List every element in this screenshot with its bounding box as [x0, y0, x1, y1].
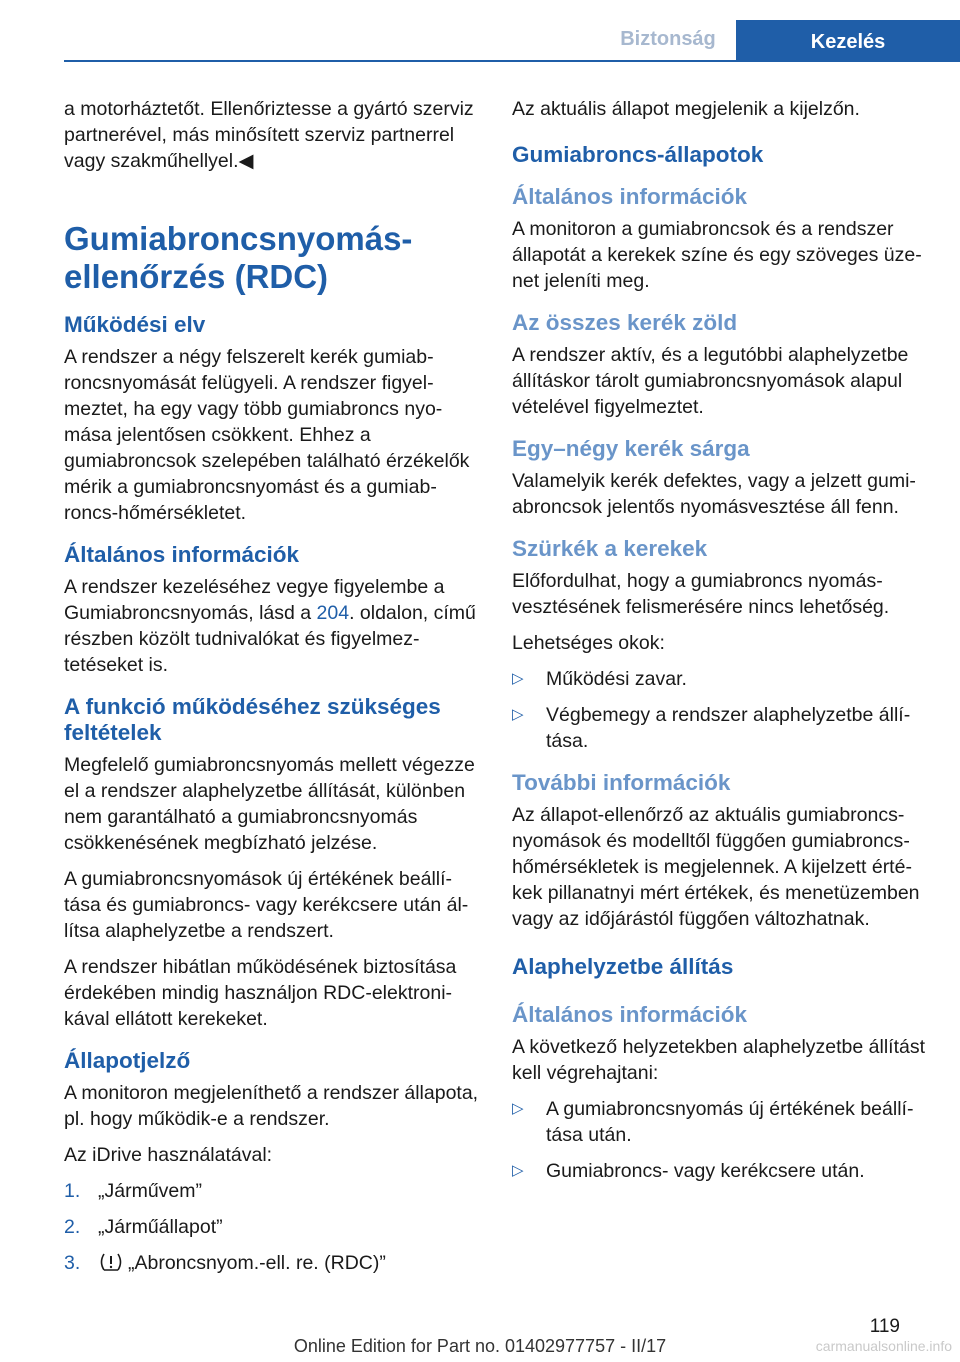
page-number: 119 [869, 1316, 900, 1337]
item-text: A gumiabroncsnyomás új értékének beállítása után. [546, 1098, 914, 1146]
step-number: 3. [64, 1252, 81, 1274]
paragraph: A rendszer a négy felszerelt kerék gumiabroncsnyomását felügyeli. A rendszer figyelmeztet, ha egy vagy több gumiabroncs nyomása jelentősen csökkent. Ehhez a gumiabroncsok szelepében található érzékelők mérik a gumiabroncsnyomást és a gumiabroncs-hőmérsékletet. [64, 346, 470, 524]
paragraph: Valamelyik kerék defektes, vagy a jelzett gumiabroncsok jelentős nyomásvesztése áll fenn. [512, 470, 916, 518]
paragraph: Lehetséges okok: [512, 632, 665, 654]
subheading-sarga: Egy–négy kerék sárga [512, 436, 750, 461]
list-item [512, 702, 927, 754]
step-number: 1. [64, 1180, 81, 1202]
item-text: Gumiabroncs- vagy kerékcsere után. [546, 1160, 865, 1182]
list-item [512, 1158, 927, 1184]
paragraph: A rendszer hibátlan működésének biztosítása érdekében mindig használjon RDC-elektronikával ellátott kerekeket. [64, 956, 457, 1030]
heading-gumiabroncs-allapotok: Gumiabroncs-állapotok [512, 142, 764, 167]
heading-mukodesi-elv: Működési elv [64, 312, 206, 337]
page-header [0, 0, 960, 62]
paragraph: A rendszer aktív, és a legutóbbi alaphelyzetbe állításkor tárolt gumiabroncsnyomások alapul vételével figyelmeztet. [512, 344, 909, 418]
text: A rendszer kezeléséhez vegye figyelembe a Gumiabroncsnyomás, lásd a [64, 576, 445, 624]
paragraph: Az állapot-ellenőrző az aktuális gumiabroncsnyomások és modelltől függően gumiabroncshőmérsékletek is megjelennek. A kijelzett értékek pillanatnyi mért értékek, és menetüzemben vagy az időjárástól függően változhatnak. [512, 804, 920, 930]
triangle-bullet-icon: ▷ [512, 706, 524, 723]
subheading-tovabbi: További információk [512, 770, 731, 795]
tab-biztonsag[interactable]: Biztonság [620, 28, 716, 50]
heading-allapotjelzo: Állapotjelző [64, 1048, 191, 1073]
idrive-steps [64, 1178, 479, 1276]
step-text: „Járművem” [98, 1180, 203, 1202]
reset-list [512, 1096, 927, 1184]
list-item [512, 666, 927, 692]
edition-footer: Online Edition for Part no. 01402977757 - II/17 [293, 1336, 667, 1356]
heading-feltetelek: A funkció működéséhez szükséges feltételek [64, 694, 441, 745]
list-item [64, 1178, 479, 1204]
text: . oldalon, című részben közölt tudnivalókat és figyelmeztetéseket is. [64, 602, 476, 676]
triangle-bullet-icon: ▷ [512, 670, 524, 687]
triangle-bullet-icon: ▷ [512, 1162, 524, 1179]
triangle-bullet-icon: ▷ [512, 1100, 524, 1117]
paragraph: A következő helyzetekben alaphelyzetbe állítást kell végrehajtani: [512, 1036, 926, 1084]
step-text: „Járműállapot” [98, 1216, 223, 1238]
section-title: Gumiabroncsnyomás-ellenőrzés (RDC) [64, 220, 413, 295]
subheading-altalanos-2: Általános információk [512, 1002, 748, 1027]
continued-paragraph: a motorháztetőt. Ellenőriztesse a gyártó szerviz partnerével, más minősített szerviz partnerrel vagy szakműhellyel.◀ [64, 98, 474, 172]
paragraph: Megfelelő gumiabroncsnyomás mellett végezze el a rendszer alaphelyzetbe állítását, különben nem garantálható a gumiabroncsnyomás csökkenésének megbízható jelzése. [64, 754, 475, 854]
step-number: 2. [64, 1216, 81, 1238]
step-text: „Abroncsnyom.-ell. re. (RDC)” [128, 1252, 386, 1274]
list-item [64, 1250, 479, 1276]
list-item [512, 1096, 927, 1148]
heading-alaphelyzetbe: Alaphelyzetbe állítás [512, 954, 734, 979]
tab-kezeles[interactable]: Kezelés [736, 20, 960, 62]
header-divider [64, 60, 960, 62]
causes-list [512, 666, 927, 754]
paragraph: A monitoron megjeleníthető a rendszer állapota, pl. hogy működik-e a rendszer. [64, 1082, 479, 1130]
subheading-zold: Az összes kerék zöld [512, 310, 738, 335]
paragraph: Előfordulhat, hogy a gumiabroncs nyomásvesztésének felismerésére nincs lehetőség. [512, 570, 890, 618]
paragraph: A monitoron a gumiabroncsok és a rendszer állapotát a kerekek színe és egy szöveges üzenet jeleníti meg. [512, 218, 922, 292]
item-text: Végbemegy a rendszer alaphelyzetbe állítása. [546, 704, 911, 752]
paragraph: Az aktuális állapot megjelenik a kijelzőn. [512, 98, 860, 120]
heading-altalanos-informaciok: Általános információk [64, 542, 300, 567]
subheading-szurke: Szürkék a kerekek [512, 536, 708, 561]
paragraph: Az iDrive használatával: [64, 1144, 273, 1166]
paragraph-with-link [64, 574, 479, 678]
list-item [64, 1214, 479, 1240]
watermark: carmanualsonline.info [815, 1338, 952, 1354]
left-column [64, 96, 479, 1286]
paragraph: A gumiabroncsnyomások új értékének beállítása és gumiabroncs- vagy kerékcsere után állítsa alaphelyzetbe a rendszert. [64, 868, 469, 942]
page-link[interactable]: 204 [316, 602, 350, 624]
item-text: Működési zavar. [546, 668, 687, 690]
right-column [512, 96, 927, 1194]
subheading-altalanos: Általános információk [512, 184, 748, 209]
tire-pressure-warning-icon [98, 1252, 124, 1272]
